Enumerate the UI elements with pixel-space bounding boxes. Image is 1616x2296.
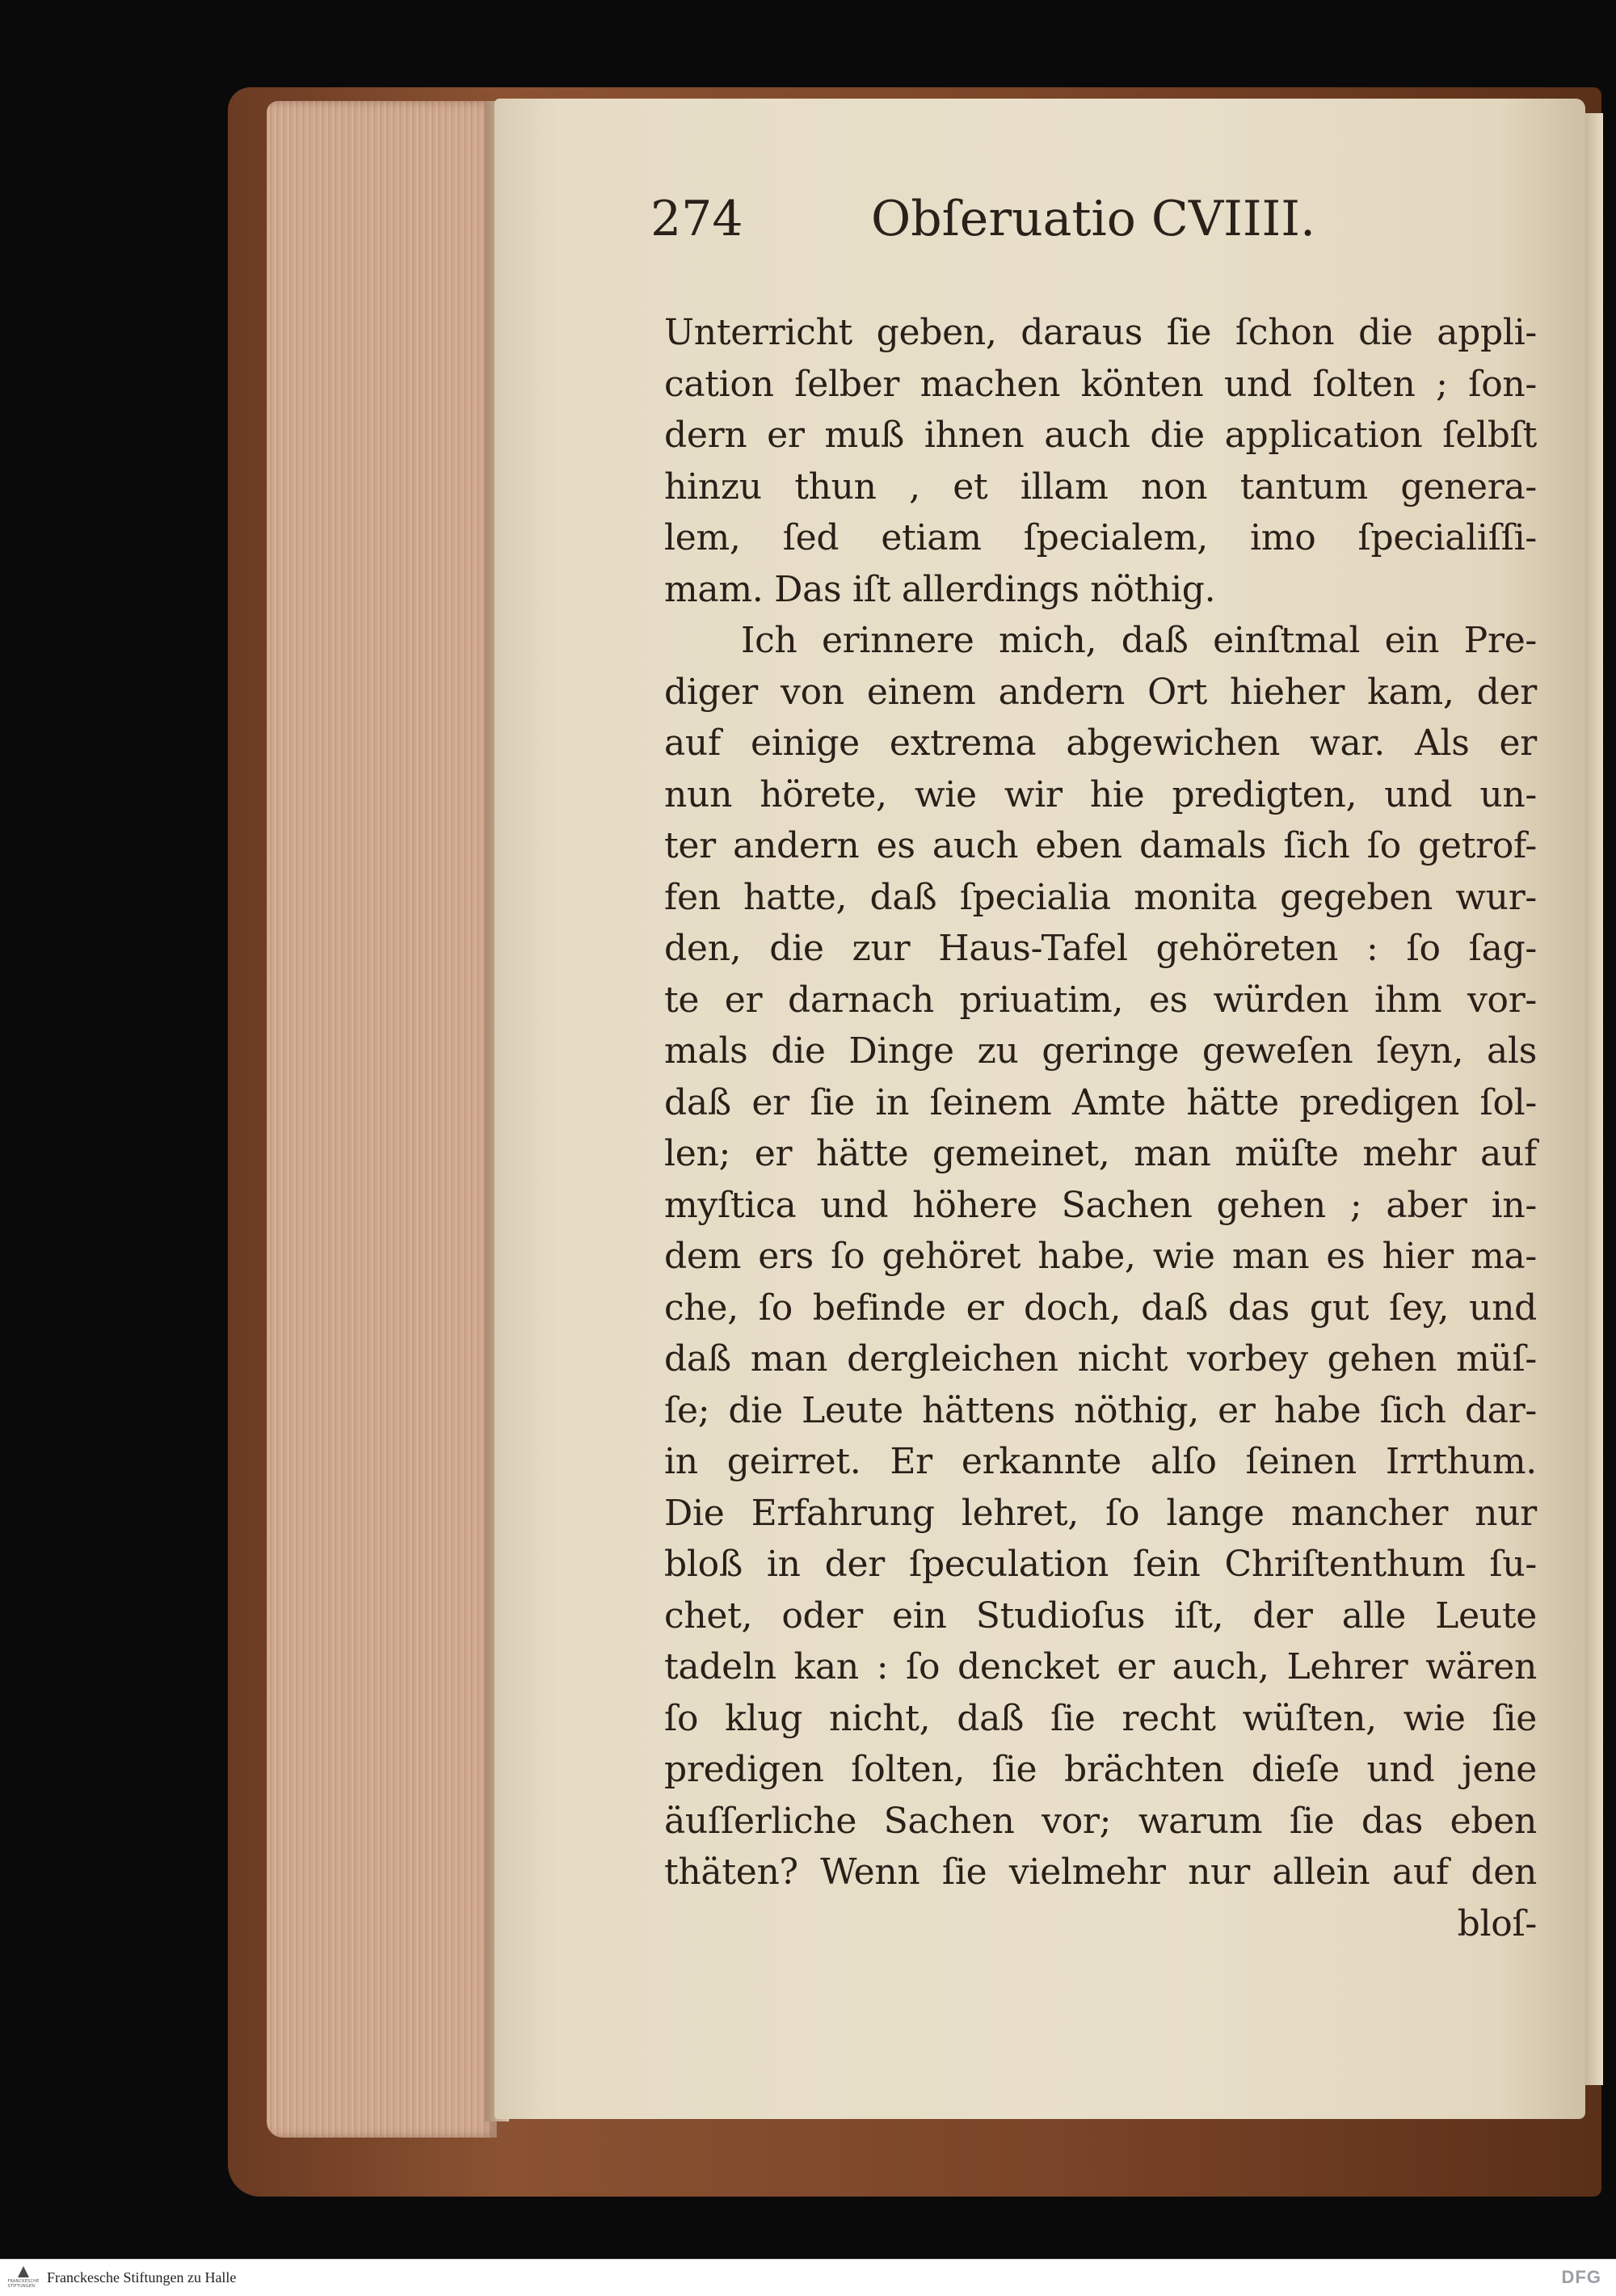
text-line: ſe; die Leute hättens nöthig, er habe ſich dar-	[664, 1389, 1537, 1431]
text-line: mam. Das iſt allerdings nöthig.	[664, 568, 1216, 610]
body-text	[664, 307, 1537, 1949]
text-line: Unterricht geben, daraus ſie ſchon die appli-	[664, 312, 1537, 353]
text-line: mals die Dinge zu geringe geweſen ſeyn, als	[664, 1030, 1537, 1072]
text-line: nun hörete, wie wir hie predigten, und un-	[664, 773, 1537, 815]
facing-page-edge	[1585, 113, 1603, 2085]
logo-small-text: FRANCKESCHE STIFTUNGEN	[7, 2279, 40, 2289]
text-line: bloß in der ſpeculation ſein Chriſtenthum ſu-	[664, 1544, 1537, 1585]
text-line: predigen ſolten, ſie brächten dieſe und jene	[664, 1749, 1537, 1790]
text-line: tadeln kan : ſo dencket er auch, Lehrer wären	[664, 1646, 1537, 1687]
text-line: fen hatte, daß ſpecialia monita gegeben wur-	[664, 876, 1537, 918]
page-number: 274	[650, 191, 743, 247]
logo-icon	[18, 2266, 29, 2277]
text-line: cation ſelber machen könten und ſolten ; ſon-	[664, 363, 1537, 405]
page-edges	[267, 101, 497, 2138]
text-line: thäten? Wenn ſie vielmehr nur allein auf den	[664, 1852, 1537, 1893]
text-line: ſo klug nicht, daß ſie recht wüſten, wie ſie	[664, 1697, 1537, 1739]
running-title: Obſeruatio CVIIII.	[871, 191, 1316, 247]
text-line: che, ſo befinde er doch, daß das gut ſey, und	[664, 1287, 1537, 1329]
catchword: bloſ-	[1457, 1902, 1537, 1944]
text-line: len; er hätte gemeinet, man müſte mehr auf	[664, 1133, 1537, 1174]
text-line: Die Erfahrung lehret, ſo lange mancher nur	[664, 1492, 1537, 1534]
text-line: te er darnach priuatim, es würden ihm vor-	[664, 979, 1537, 1021]
text-line: myſtica und höhere Sachen gehen ; aber in-	[664, 1184, 1537, 1226]
institution-name: Franckesche Stiftungen zu Halle	[47, 2269, 237, 2285]
text-line: Ich erinnere mich, daß einſtmal ein Pre-	[741, 620, 1537, 661]
text-line: lem, ſed etiam ſpecialem, imo ſpecialiſſi-	[664, 517, 1537, 558]
text-line: hinzu thun , et illam non tantum genera-	[664, 466, 1537, 508]
text-line: daß er ſie in ſeinem Amte hätte predigen ſol-	[664, 1081, 1537, 1123]
text-line: chet, oder ein Studioſus iſt, der alle Leute	[664, 1595, 1537, 1637]
text-line: dern er muß ihnen auch die application ſelbſt	[664, 415, 1537, 456]
text-line: äuſſerliche Sachen vor; warum ſie das eben	[664, 1800, 1537, 1842]
text-line: ter andern es auch eben damals ſich ſo getrof-	[664, 825, 1537, 866]
viewer-footer	[0, 2259, 1616, 2296]
text-line: in geirret. Er erkannte alſo ſeinen Irrthum.	[664, 1441, 1537, 1482]
text-line: diger von einem andern Ort hieher kam, der	[664, 671, 1537, 713]
text-line: dem ers ſo gehöret habe, wie man es hier ma-	[664, 1236, 1537, 1277]
text-line: den, die zur Haus-Tafel gehöreten : ſo ſag-	[664, 928, 1537, 969]
dfg-logo: DFG	[1561, 2267, 1601, 2287]
text-line: auf einige extrema abgewichen war. Als er	[664, 723, 1537, 764]
text-line: daß man dergleichen nicht vorbey gehen müſ-	[664, 1338, 1537, 1380]
institution-logo	[8, 2264, 39, 2290]
